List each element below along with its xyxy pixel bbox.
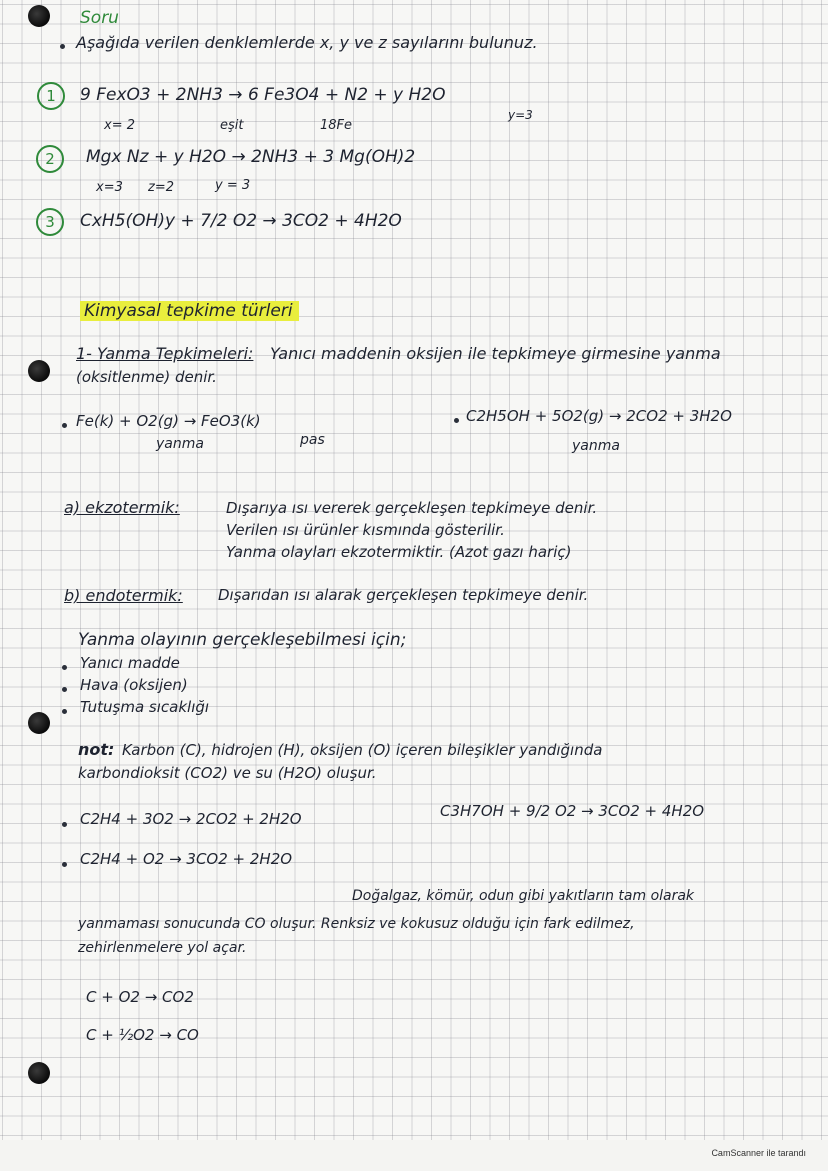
soru-heading: Soru <box>80 8 119 28</box>
conditions-title: Yanma olayının gerçekleşebilmesi için; <box>78 630 407 650</box>
condition-item: Hava (oksijen) <box>80 676 188 694</box>
equation-1: 9 FexO3 + 2NH3 → 6 Fe3O4 + N2 + y H2O <box>80 85 446 105</box>
equation-2-note: y = 3 <box>215 178 251 193</box>
bullet <box>62 862 67 867</box>
yanma-title: 1- Yanma Tepkimeleri: <box>76 344 254 363</box>
bullet <box>62 822 67 827</box>
scanner-footer: CamScanner ile tarandı <box>711 1148 806 1158</box>
ekzotermik-title: a) ekzotermik: <box>64 498 180 517</box>
bullet <box>62 687 67 692</box>
equation-1-note: eşit <box>220 118 244 133</box>
yanma-example-1: Fe(k) + O2(g) → FeO3(k) <box>76 412 261 430</box>
co-reaction-2: C + ½O2 → CO <box>86 1026 199 1044</box>
endotermik-line-1: Dışarıdan ısı alarak gerçekleşen tepkimeye denir. <box>218 586 589 604</box>
binder-hole <box>28 1062 50 1084</box>
equation-number: 3 <box>36 208 64 236</box>
yanma-example-1-note: pas <box>300 432 325 448</box>
bullet <box>454 418 459 423</box>
bullet <box>62 665 67 670</box>
equation-2: Mgx Nz + y H2O → 2NH3 + 3 Mg(OH)2 <box>86 147 416 167</box>
ekzotermik-line-1: Dışarıya ısı vererek gerçekleşen tepkimeye denir. <box>226 499 598 517</box>
ekzotermik-line-3: Yanma olayları ekzotermiktir. (Azot gazı hariç) <box>226 543 572 561</box>
not-line-1: Karbon (C), hidrojen (H), oksijen (O) içeren bileşikler yandığında <box>122 741 603 759</box>
co-reaction-1: C + O2 → CO2 <box>86 988 194 1006</box>
equation-1-note: 18Fe <box>320 118 353 133</box>
yanma-example-2-note: yanma <box>572 438 620 454</box>
binder-hole <box>28 712 50 734</box>
yanma-definition-1: Yanıcı maddenin oksijen ile tepkimeye girmesine yanma <box>270 344 721 363</box>
equation-2-note: x=3 <box>96 180 123 195</box>
not-line-2: karbondioksit (CO2) ve su (H2O) oluşur. <box>78 764 377 782</box>
equation-1-note: y=3 <box>508 108 533 122</box>
bullet <box>62 709 67 714</box>
yanma-example-2: C2H5OH + 5O2(g) → 2CO2 + 3H2O <box>466 407 732 425</box>
co-note-line-2: yanmaması sonucunda CO oluşur. Renksiz ve kokusuz olduğu için fark edilmez, <box>78 916 635 932</box>
equation-1-note: x= 2 <box>104 118 135 133</box>
co-note-line-3: zehirlenmelere yol açar. <box>78 940 247 956</box>
equation-number: 2 <box>36 145 64 173</box>
co-note-line-1: Doğalgaz, kömür, odun gibi yakıtların tam olarak <box>352 888 695 904</box>
section-title: Kimyasal tepkime türleri <box>80 301 299 321</box>
bullet <box>60 44 65 49</box>
reaction-1: C2H4 + 3O2 → 2CO2 + 2H2O <box>80 810 302 828</box>
soru-instruction: Aşağıda verilen denklemlerde x, y ve z sayılarını bulunuz. <box>76 33 538 52</box>
binder-hole <box>28 360 50 382</box>
equation-number: 1 <box>37 82 65 110</box>
equation-3: CxH5(OH)y + 7/2 O2 → 3CO2 + 4H2O <box>80 211 402 231</box>
ekzotermik-line-2: Verilen ısı ürünler kısmında gösterilir. <box>226 521 505 539</box>
reaction-2: C3H7OH + 9/2 O2 → 3CO2 + 4H2O <box>440 802 705 820</box>
condition-item: Tutuşma sıcaklığı <box>80 698 210 716</box>
yanma-example-1-note: yanma <box>156 436 204 452</box>
not-label: not: <box>78 740 115 759</box>
bullet <box>62 423 67 428</box>
reaction-3: C2H4 + O2 → 3CO2 + 2H2O <box>80 850 293 868</box>
endotermik-title: b) endotermik: <box>64 586 183 605</box>
yanma-definition-2: (oksitlenme) denir. <box>76 368 217 386</box>
binder-hole <box>28 5 50 27</box>
equation-2-note: z=2 <box>148 180 174 195</box>
condition-item: Yanıcı madde <box>80 654 180 672</box>
